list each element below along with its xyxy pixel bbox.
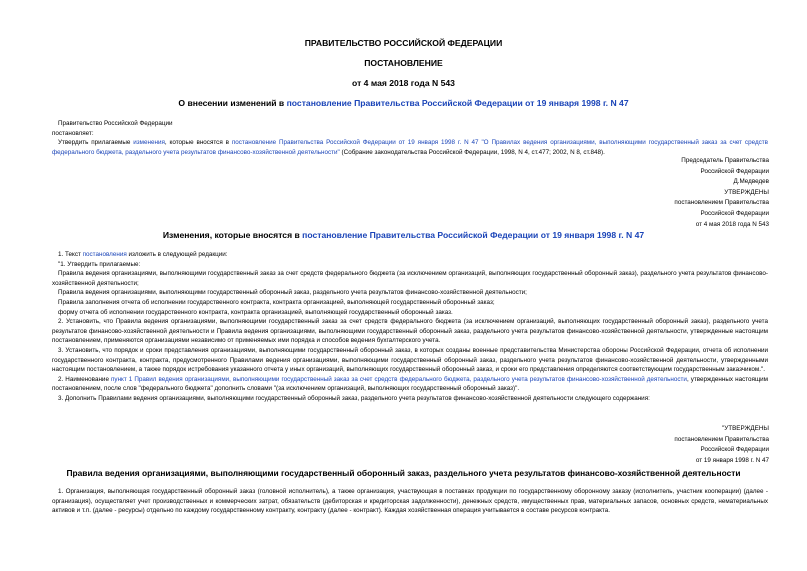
- resolution-link[interactable]: постановления: [82, 251, 127, 258]
- document-title-link[interactable]: постановление Правительства Российской Федерации от 19 января 1998 г. N 47: [286, 98, 629, 108]
- intro-text-b: , которые вносятся в: [164, 139, 232, 147]
- intro-line-1: Правительство Российской Федерации: [58, 120, 173, 127]
- paragraph-text: , утвержденных настоящим постановлением, после слов "федерального бюджета" дополнить словами "(за исключением организаций, выполняющих государственный оборонный заказ)".: [52, 375, 768, 393]
- paragraph: 1. Организация, выполняющая государственный оборонный заказ (головной исполнитель), а также организация, участвующая в поставках продукции по государственному оборонному заказу (исполнитель, участник кооперации) (далее - организация), осуществляет учет производственных и коммерческих затрат, обязательств (дебиторская и кредиторская задолженности), денежных средств, имущественных прав, материальных запасов, основных средств, нематериальных активов и т.п. (далее - ресурсы) отдельно по каждому государственному контракту, контракту (далее - контракт). Каждая хозяйственная операция учитывается в составе ресурсов контракта.: [52, 488, 768, 515]
- paragraph-text: изложить в следующей редакции:: [126, 251, 228, 258]
- approved-line: от 19 января 1998 г. N 47: [695, 456, 769, 464]
- approved-line: "УТВЕРЖДЕНЫ: [721, 425, 769, 432]
- intro-text-c: (Собрание законодательства Российской Федерации, 1998, N 4, ст.477; 2002, N 8, ст.848).: [339, 148, 605, 156]
- document-title-text: О внесении изменений в: [178, 98, 287, 108]
- document-date-number: от 4 мая 2018 года N 543: [352, 78, 455, 88]
- intro-paragraph: [52, 138, 768, 157]
- signature-line: УТВЕРЖДЕНЫ: [724, 188, 769, 196]
- paragraph-text: 1. Текст: [58, 251, 83, 258]
- paragraph: [52, 375, 768, 394]
- signature-line: Председатель Правительства: [681, 157, 769, 164]
- paragraph: Правила ведения организациями, выполняющими государственный заказ за счет средств федерального бюджета (за исключением организаций, выполняющих государственный оборонный заказ), раздельного учета результатов финансово-хозяйственной деятельности;: [52, 270, 768, 287]
- changes-title: [0, 230, 807, 240]
- rules-point-link[interactable]: пункт 1 Правил ведения организациями, выполняющими государственный заказ за счет средств федерального бюджета, раздельного учета результатов финансово-хозяйственной деятельности: [111, 375, 687, 383]
- changes-link[interactable]: изменения: [133, 139, 165, 147]
- paragraph: Правила заполнения отчета об исполнении государственного контракта, контракта организацией, выполняющей государственный оборонный заказ;: [58, 298, 495, 306]
- changes-title-link[interactable]: постановление Правительства Российской Федерации от 19 января 1998 г. N 47: [302, 230, 645, 240]
- paragraph: [52, 250, 768, 260]
- paragraph: 3. Дополнить Правилами ведения организациями, выполняющими государственный оборонный заказ, раздельного учета результатов финансово-хозяйственной деятельности следующего содержания:: [58, 394, 650, 402]
- approved-block: [674, 424, 769, 466]
- changes-title-text: Изменения, которые вносятся в: [162, 230, 303, 240]
- signature-line: Российской Федерации: [700, 209, 769, 217]
- document-title: [0, 98, 807, 108]
- paragraph: 3. Установить, что порядок и сроки представления организациями, выполняющими государственный оборонный заказ, в которых созданы военные представительства Министерства обороны Российской Федерации, отчета об исполнении государственного контракта, контракта, предусмотренного Правилами ведения организациями, выполняющими государственный оборонный заказ, раздельного учета результатов финансово-хозяйственной деятельности, утвержденными настоящим постановлением, а также порядок истребования указанного отчета у иных организаций, выполняющих государственный оборонный заказ, и сроки его представления определяются соответствующим государственным заказчиком.".: [52, 346, 768, 374]
- paragraph: форму отчета об исполнении государственного контракта, контракта организацией, выполняющей государственный оборонный заказ.: [58, 308, 453, 316]
- paragraph: "1. Утвердить прилагаемые:: [58, 260, 141, 268]
- paragraph: 2. Установить, что Правила ведения организациями, выполняющими государственный заказ за счет средств федерального бюджета (за исключением организаций, выполняющих государственный оборонный заказ), раздельного учета результатов финансово-хозяйственной деятельности и Правила ведения организациями, выполняющими государственный оборонный заказ, раздельного учета результатов финансово-хозяйственной деятельности, утвержденные настоящим постановлением, применяются организациями независимо от применяемых ими порядка и способов ведения бухгалтерского учета.: [52, 318, 768, 345]
- approved-line: Российской Федерации: [700, 446, 769, 454]
- decree-link[interactable]: постановление Правительства Российской Федерации от 19 января 1998 г. N 47 "О Правилах ведения организациями, выполняющими государственный заказ за счет средств федерального бюджета, раздельного учета результатов финансово-хозяйственной деятельности": [52, 139, 769, 156]
- paragraph-text: 2. Наименование: [58, 375, 112, 383]
- signature-line: постановлением Правительства: [674, 199, 769, 207]
- signature-block: [674, 156, 769, 230]
- rules-title: Правила ведения организациями, выполняющими государственный оборонный заказ, раздельного учета результатов финансово-хозяйственной деятельности: [66, 468, 741, 478]
- signature-line: от 4 мая 2018 года N 543: [695, 220, 769, 228]
- government-heading: ПРАВИТЕЛЬСТВО РОССИЙСКОЙ ФЕДЕРАЦИИ: [304, 38, 503, 48]
- changes-body: [52, 250, 768, 404]
- paragraph: Правила ведения организациями, выполняющими государственный оборонный заказ, раздельного учета результатов финансово-хозяйственной деятельности;: [58, 289, 527, 297]
- document-type: ПОСТАНОВЛЕНИЕ: [364, 58, 443, 68]
- intro-line-2: постановляет:: [52, 129, 94, 137]
- approved-line: постановлением Правительства: [674, 435, 769, 443]
- rules-paragraph: [52, 487, 768, 516]
- signature-line: Д.Медведев: [733, 178, 769, 186]
- intro-text-a: Утвердить прилагаемые: [58, 139, 134, 147]
- intro-section: [52, 119, 768, 157]
- signature-line: Российской Федерации: [700, 167, 769, 175]
